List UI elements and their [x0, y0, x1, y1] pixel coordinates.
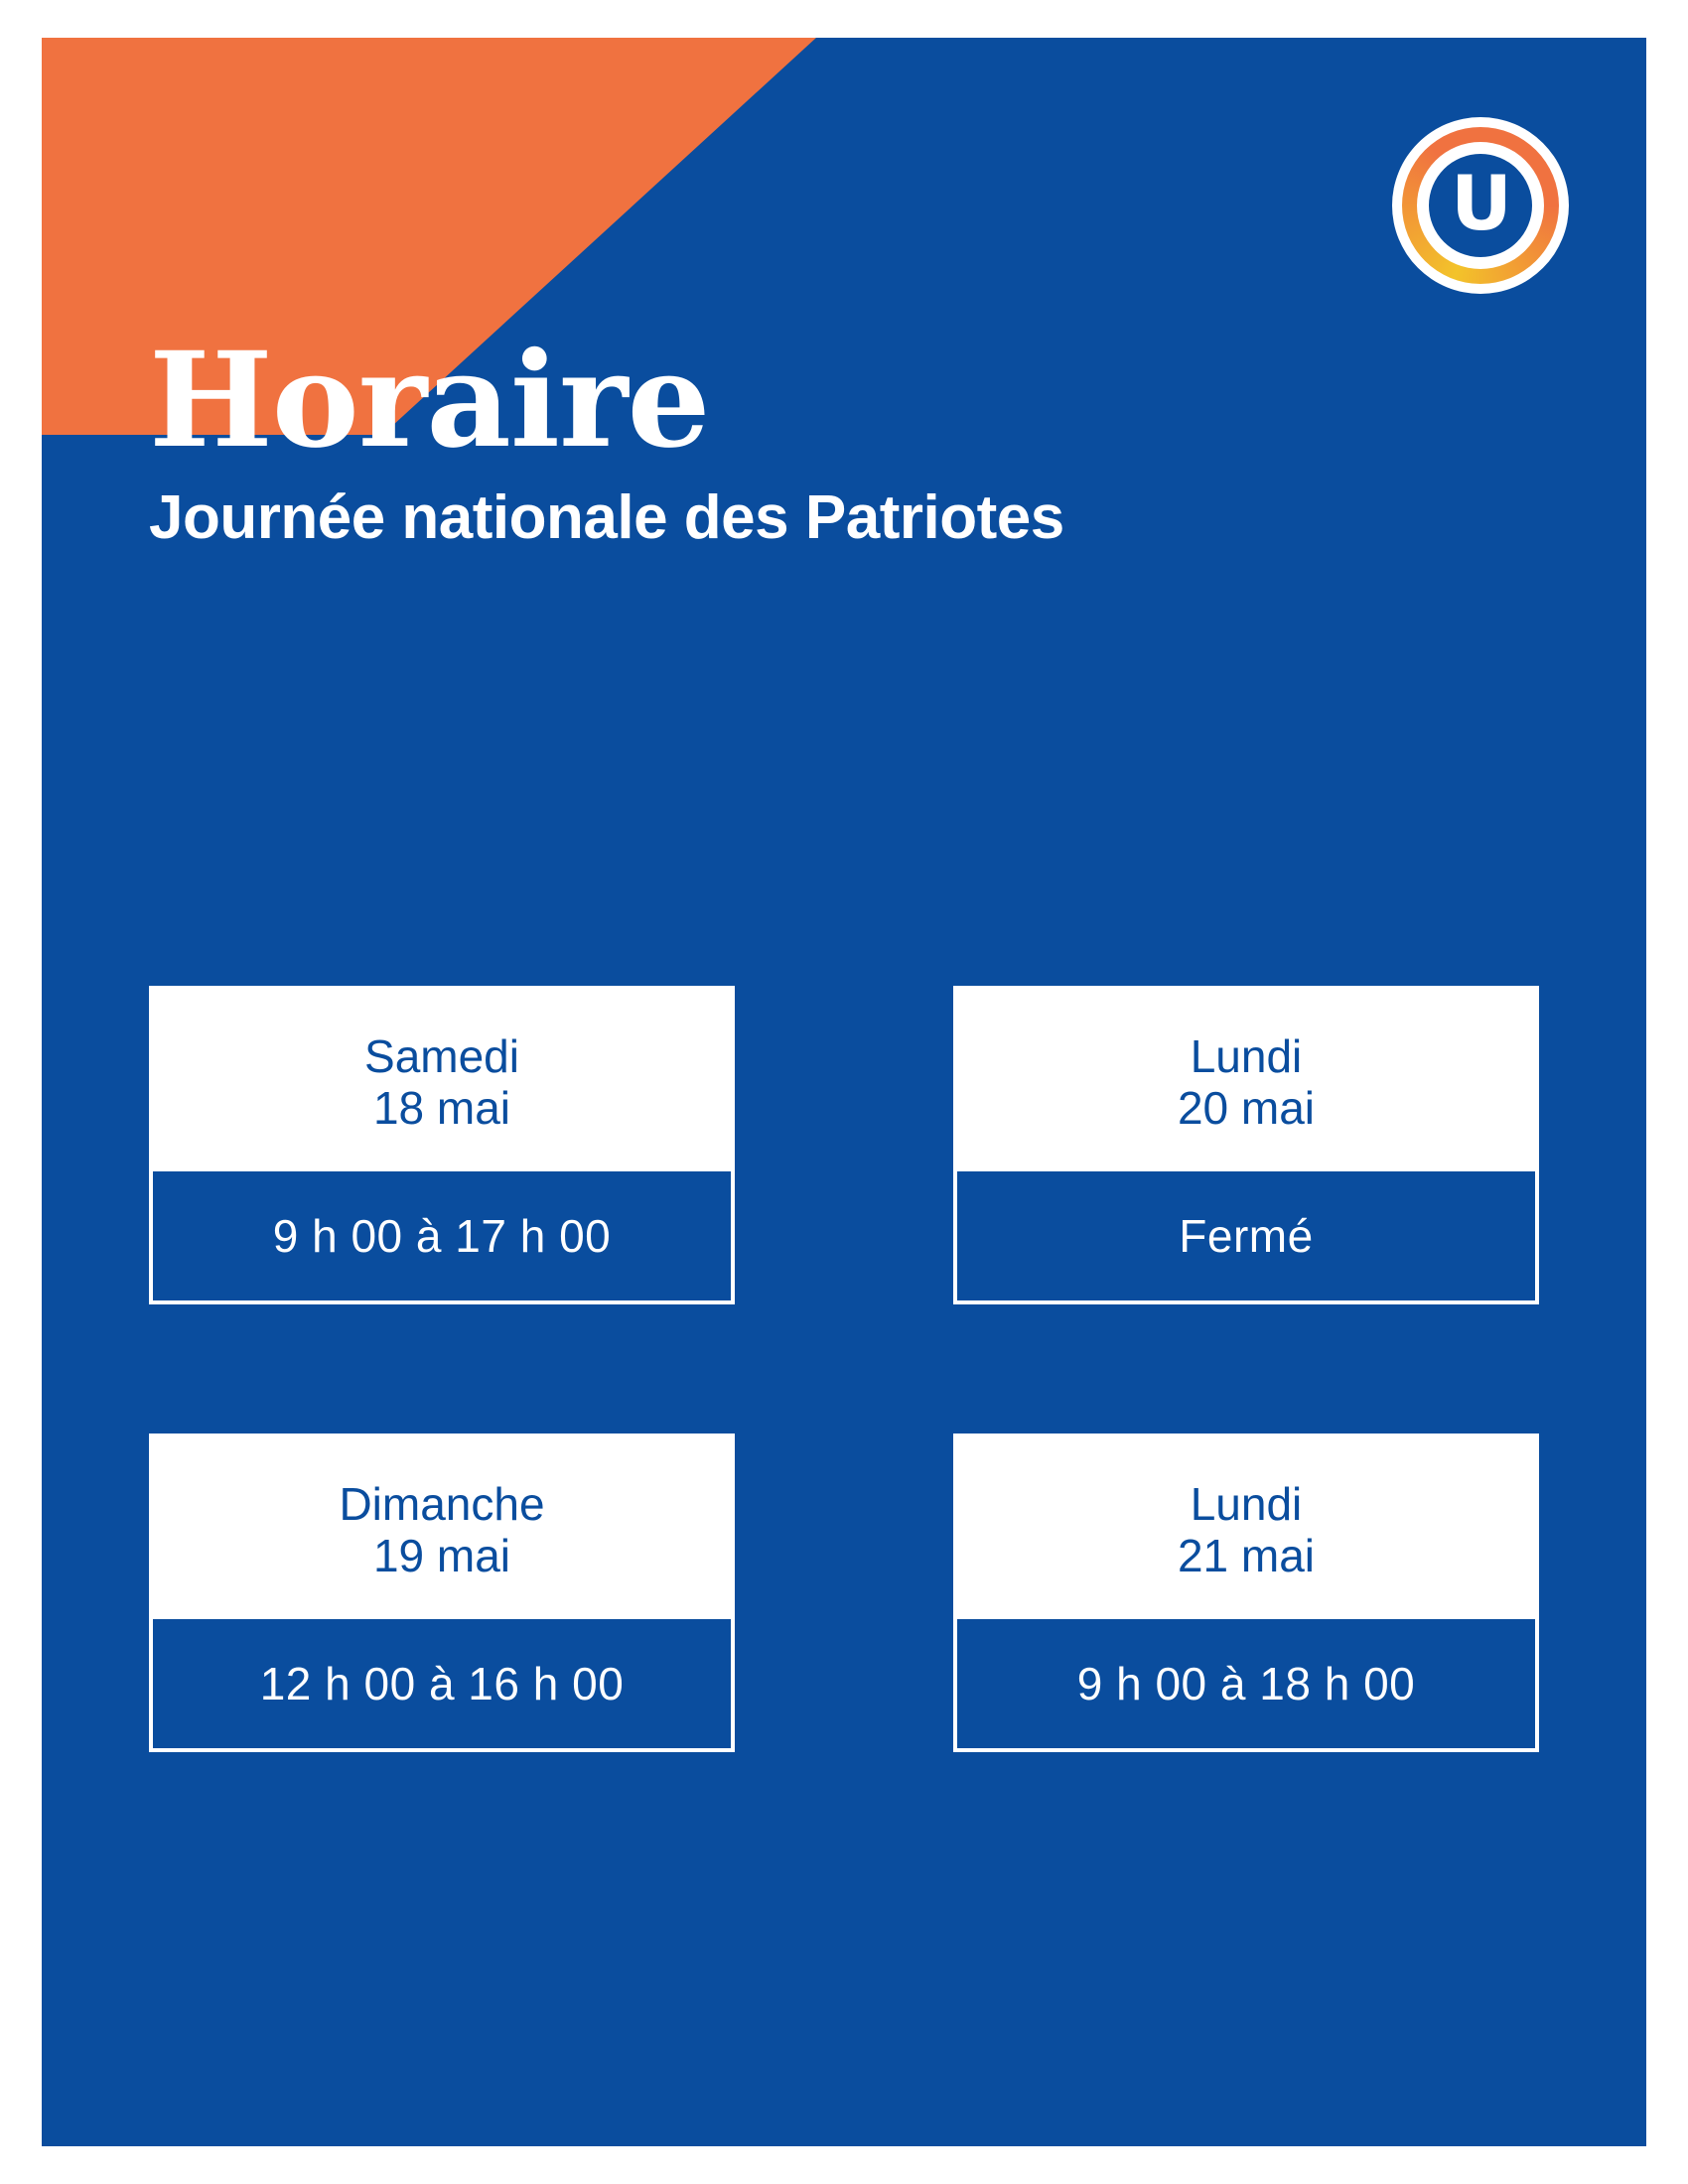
schedule-card-header — [957, 1437, 1535, 1615]
schedule-card — [149, 1433, 735, 1752]
schedule-card-header — [957, 990, 1535, 1167]
schedule-hours: 12 h 00 à 16 h 00 — [153, 1615, 731, 1748]
page-title: Horaire — [149, 324, 710, 478]
page-subtitle: Journée nationale des Patriotes — [149, 483, 1064, 552]
schedule-card — [149, 986, 735, 1304]
logo-outer-ring — [1402, 127, 1559, 284]
schedule-hours: 9 h 00 à 17 h 00 — [153, 1167, 731, 1300]
schedule-grid — [149, 986, 1539, 1752]
schedule-date: 19 mai — [372, 1529, 511, 1581]
schedule-date: 20 mai — [1177, 1081, 1316, 1134]
poster-canvas — [42, 38, 1646, 2146]
schedule-card-header — [153, 1437, 731, 1615]
schedule-hours: 9 h 00 à 18 h 00 — [957, 1615, 1535, 1748]
schedule-card — [953, 986, 1539, 1304]
schedule-day: Dimanche — [339, 1478, 545, 1531]
u-logo — [1392, 117, 1569, 294]
schedule-day: Lundi — [1190, 1030, 1303, 1082]
schedule-day: Samedi — [364, 1030, 519, 1082]
schedule-day: Lundi — [1190, 1478, 1303, 1531]
logo-letter: U — [1451, 159, 1510, 247]
schedule-date: 21 mai — [1177, 1529, 1316, 1581]
schedule-hours: Fermé — [957, 1167, 1535, 1300]
schedule-date: 18 mai — [372, 1081, 511, 1134]
schedule-card-header — [153, 990, 731, 1167]
logo-inner-ring — [1417, 142, 1544, 269]
heading-block — [149, 324, 1440, 552]
logo-core — [1429, 154, 1532, 257]
schedule-card — [953, 1433, 1539, 1752]
